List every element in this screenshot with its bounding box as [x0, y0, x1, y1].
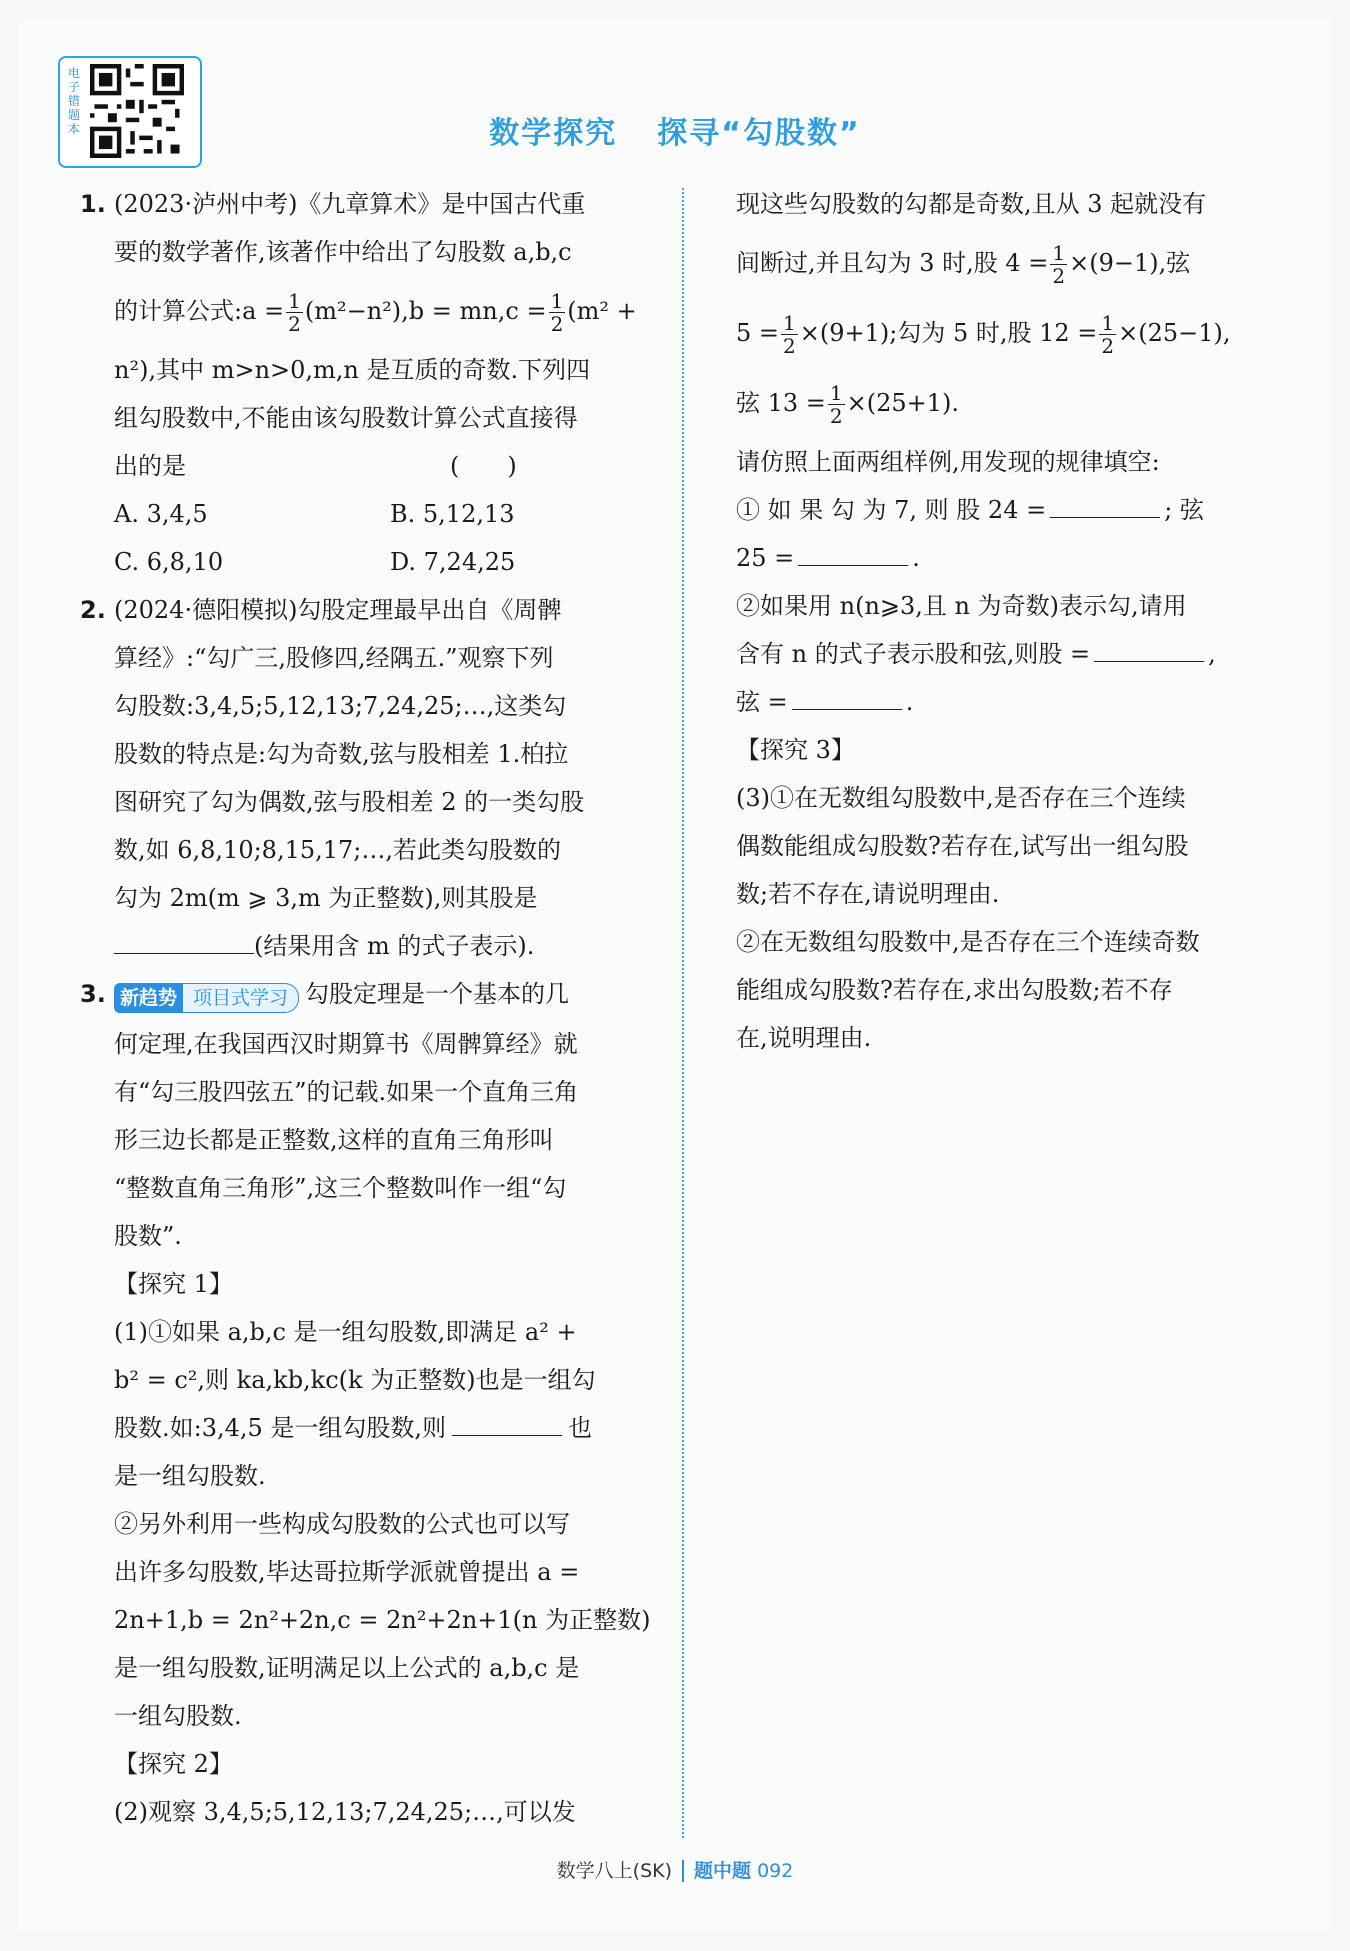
text-line: 形三边长都是正整数,这样的直角三角形叫 [114, 1125, 554, 1154]
option-b[interactable]: B. 5,12,13 [390, 500, 515, 528]
text-line: 股数”. [114, 1221, 182, 1250]
text-segment: (结果用含 m 的式子表示). [254, 932, 535, 960]
tag-project-learning: 项目式学习 [183, 983, 299, 1013]
text-line: 数;若不存在,请说明理由. [736, 880, 1000, 908]
text-line: (2023·泸州中考)《九章算术》是中国古代重 [114, 190, 586, 218]
text-line: (2)观察 3,4,5;5,12,13;7,24,25;…,可以发 [114, 1797, 576, 1826]
denominator: 2 [288, 312, 301, 336]
text-line: (1)①如果 a,b,c 是一组勾股数,即满足 a² + [114, 1317, 577, 1346]
text-line: 图研究了勾为偶数,弦与股相差 2 的一类勾股 [114, 788, 585, 816]
text-segment: . [912, 544, 920, 572]
answer-blank[interactable] [114, 927, 254, 954]
text-line: 请仿照上面两组样例,用发现的规律填空: [736, 448, 1160, 476]
title-left: 数学探究 [489, 116, 618, 151]
question-number: 3. [80, 980, 106, 1008]
text-line: 数,如 6,8,10;8,15,17;…,若此类勾股数的 [114, 836, 561, 864]
numerator: 1 [550, 289, 564, 313]
question-1 [80, 180, 670, 586]
formula-line [736, 368, 1296, 438]
answer-blank[interactable] [1094, 635, 1204, 662]
column-divider [682, 188, 684, 1838]
text-segment: , [1208, 640, 1216, 668]
text-line [114, 970, 670, 1020]
blank-line [114, 922, 670, 970]
denominator: 2 [1052, 264, 1066, 288]
option-d[interactable]: D. 7,24,25 [390, 548, 516, 576]
denominator: 2 [783, 334, 796, 358]
text-line: 组勾股数中,不能由该勾股数计算公式直接得 [114, 404, 578, 432]
numerator: 1 [1101, 311, 1115, 335]
text-line: ②如果用 n(n⩾3,且 n 为奇数)表示勾,请用 [736, 592, 1187, 620]
text-segment: 间断过,并且勾为 3 时,股 4 = [736, 249, 1049, 277]
blank-line [114, 1404, 670, 1452]
fraction [286, 290, 303, 335]
text-line: “整数直角三角形”,这三个整数叫作一组“勾 [114, 1173, 567, 1202]
text-line: 一组勾股数. [114, 1701, 242, 1730]
blank-line [736, 630, 1296, 678]
text-line: 是一组勾股数. [114, 1461, 266, 1490]
denominator: 2 [550, 312, 564, 336]
fraction [1050, 242, 1067, 287]
text-segment: 5 = [736, 319, 780, 347]
text-segment: 也 [568, 1413, 593, 1442]
qr-label: 电子错题本 [67, 66, 80, 136]
fraction [781, 312, 798, 357]
answer-blank[interactable] [452, 1409, 562, 1436]
answer-blank[interactable] [798, 539, 908, 566]
footer-brand: 题中题 [682, 1860, 751, 1882]
text-line: 在,说明理由. [736, 1024, 872, 1052]
numerator: 1 [829, 381, 843, 405]
left-column [80, 180, 670, 1836]
text-segment: 25 = [736, 544, 795, 572]
trend-tag [114, 972, 299, 1020]
text-line: 出许多勾股数,毕达哥拉斯学派就曾提出 a = [114, 1557, 580, 1586]
fraction [1099, 312, 1116, 357]
text-line: (2024·德阳模拟)勾股定理最早出自《周髀 [114, 596, 562, 624]
page-footer [0, 1856, 1350, 1883]
section-heading: 【探究 1】 [114, 1269, 233, 1298]
formula-line [736, 298, 1296, 368]
option-c[interactable]: C. 6,8,10 [114, 548, 224, 576]
question-number: 1. [80, 190, 106, 218]
fraction [549, 290, 566, 335]
options-row [114, 490, 670, 538]
page-number: 092 [757, 1860, 794, 1882]
text-line: 2n+1,b = 2n²+2n,c = 2n²+2n+1(n 为正整数) [114, 1605, 651, 1634]
numerator: 1 [783, 311, 796, 335]
text-segment: 的计算公式:a = [114, 297, 285, 325]
title-right: 探寻“勾股数” [657, 116, 861, 151]
text-line: n²),其中 m>n>0,m,n 是互质的奇数.下列四 [114, 356, 591, 384]
text-segment: 勾股定理是一个基本的几 [305, 980, 570, 1008]
text-segment: ; 弦 [1164, 496, 1204, 524]
question-number: 2. [80, 596, 106, 624]
section-heading: 【探究 3】 [736, 736, 855, 764]
text-line: 有“勾三股四弦五”的记载.如果一个直角三角 [114, 1077, 579, 1106]
text-segment: ×(9+1);勾为 5 时,股 12 = [799, 319, 1098, 347]
text-line: ②在无数组勾股数中,是否存在三个连续奇数 [736, 928, 1200, 956]
text-line: 何定理,在我国西汉时期算书《周髀算经》就 [114, 1029, 578, 1058]
text-segment: ×(25+1). [846, 389, 960, 417]
text-line: 是一组勾股数,证明满足以上公式的 a,b,c 是 [114, 1653, 580, 1682]
text-segment: 弦 = [736, 688, 788, 716]
text-line: 勾股数:3,4,5;5,12,13;7,24,25;…,这类勾 [114, 692, 567, 720]
formula-line [114, 276, 670, 346]
blank-line [736, 534, 1296, 582]
text-line: 算经》:“勾广三,股修四,经隅五.”观察下列 [114, 644, 554, 672]
blank-line [736, 486, 1296, 534]
text-line: 勾为 2m(m ⩾ 3,m 为正整数),则其股是 [114, 884, 538, 912]
page-title [0, 108, 1350, 152]
numerator: 1 [288, 289, 301, 313]
text-segment: (m²−n²),b = mn,c = [304, 297, 547, 325]
text-segment: 含有 n 的式子表示股和弦,则股 = [736, 640, 1091, 668]
text-line: 要的数学著作,该著作中给出了勾股数 a,b,c [114, 238, 572, 266]
tag-new-trend: 新趋势 [114, 983, 183, 1013]
footer-course: 数学八上(SK) [556, 1860, 673, 1882]
text-segment: ① 如 果 勾 为 7, 则 股 24 = [736, 496, 1047, 524]
text-segment: 弦 13 = [736, 389, 826, 417]
text-line: 能组成勾股数?若存在,求出勾股数;若不存 [736, 976, 1173, 1004]
answer-blank[interactable] [792, 683, 902, 710]
question-2 [80, 586, 670, 970]
formula-line [736, 228, 1296, 298]
text-segment: . [905, 688, 914, 716]
right-column [736, 180, 1296, 1062]
section-heading: 【探究 2】 [114, 1749, 233, 1778]
text-line: (3)①在无数组勾股数中,是否存在三个连续 [736, 784, 1186, 812]
answer-bracket-line: 出的是 ( ) [114, 452, 517, 480]
denominator: 2 [1101, 334, 1115, 358]
question-3 [80, 970, 670, 1836]
text-line: 现这些勾股数的勾都是奇数,且从 3 起就没有 [736, 190, 1207, 218]
text-line: 偶数能组成勾股数?若存在,试写出一组勾股 [736, 832, 1189, 860]
text-segment: 股数.如:3,4,5 是一组勾股数,则 [114, 1413, 447, 1442]
text-line: ②另外利用一些构成勾股数的公式也可以写 [114, 1509, 570, 1538]
blank-line [736, 678, 1296, 726]
answer-blank[interactable] [1050, 491, 1160, 518]
fraction [828, 382, 845, 427]
denominator: 2 [829, 404, 843, 428]
text-line: b² = c²,则 ka,kb,kc(k 为正整数)也是一组勾 [114, 1365, 596, 1394]
numerator: 1 [1052, 241, 1066, 265]
text-line: 股数的特点是:勾为奇数,弦与股相差 1.柏拉 [114, 740, 569, 768]
text-segment: (m² + [567, 297, 637, 325]
text-segment: ×(9−1),弦 [1069, 249, 1191, 277]
options-row [114, 538, 670, 586]
text-segment: ×(25−1), [1118, 319, 1231, 347]
option-a[interactable]: A. 3,4,5 [114, 500, 208, 528]
